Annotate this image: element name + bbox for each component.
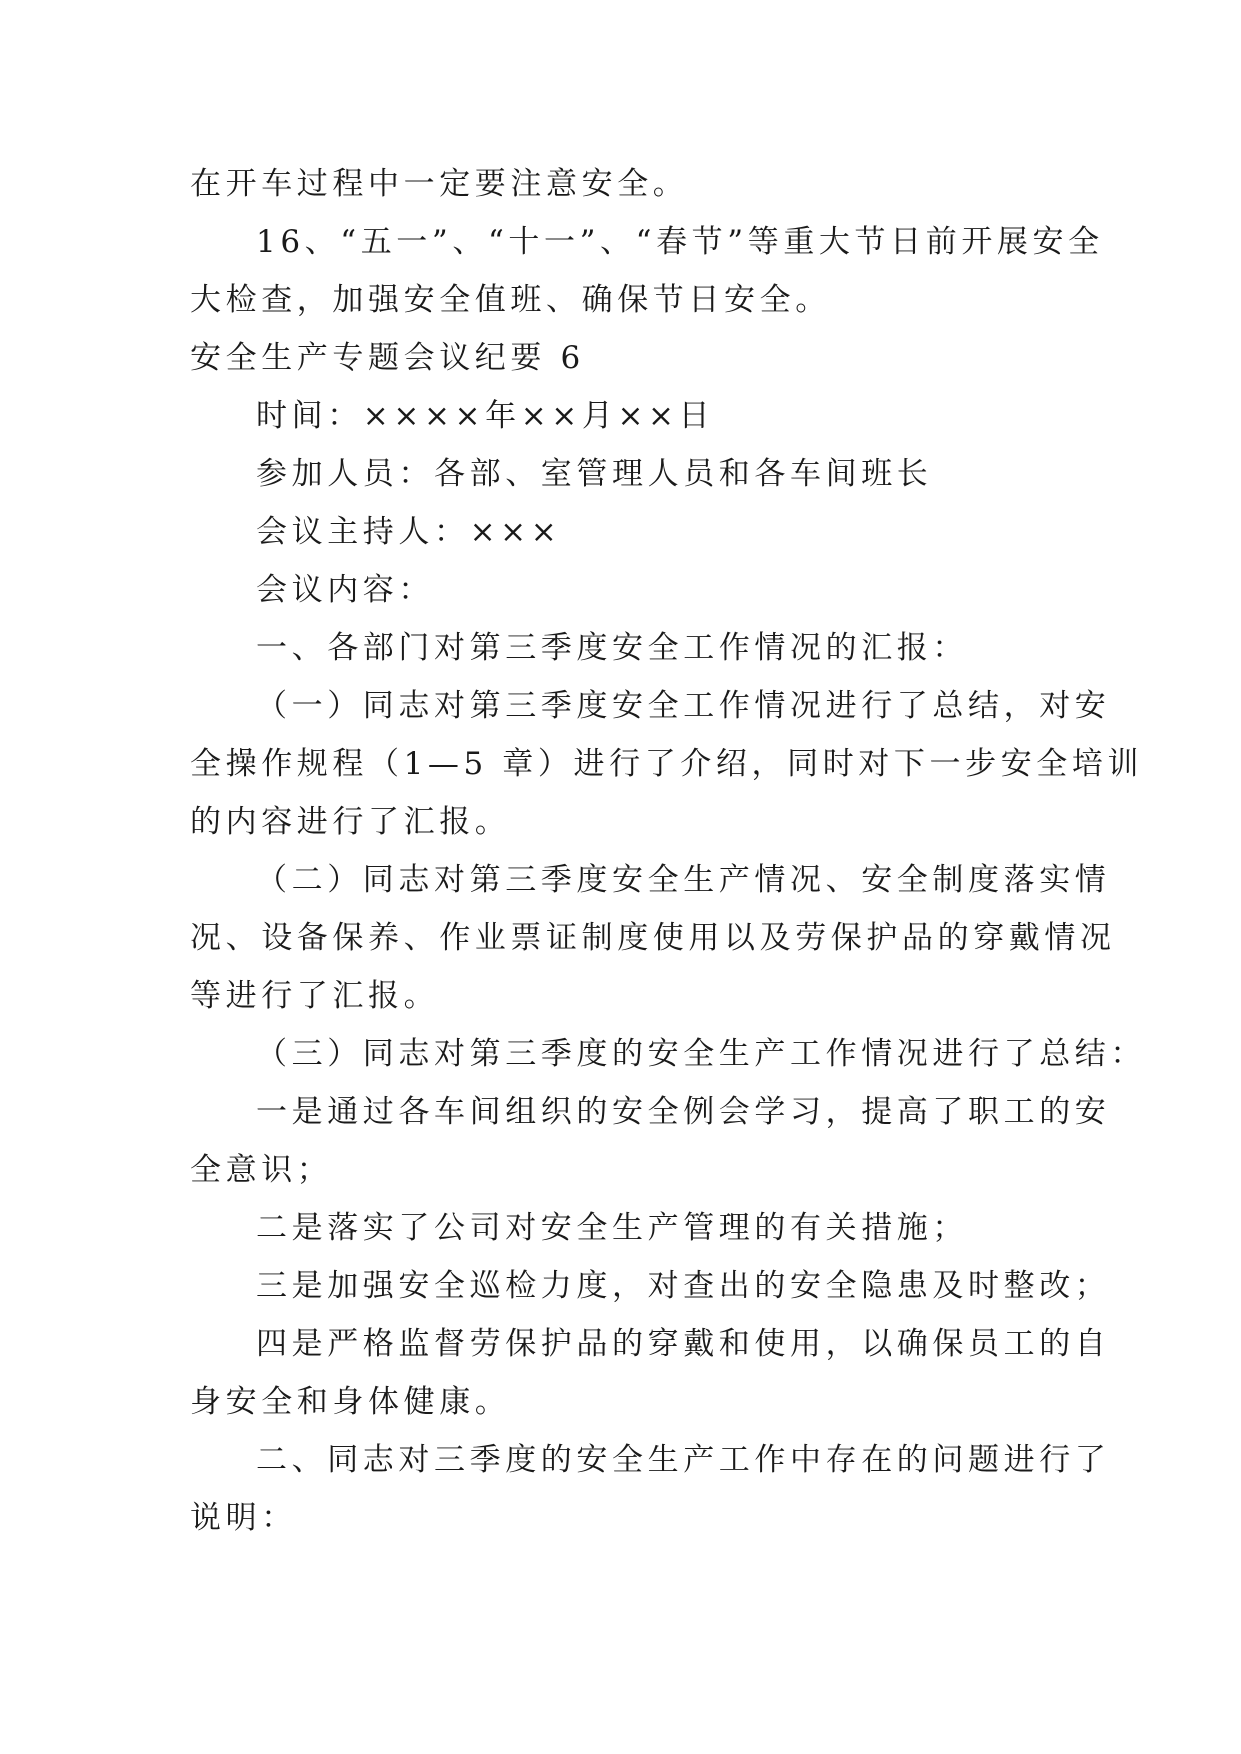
- meeting-participants: 参加人员：各部、室管理人员和各车间班长: [256, 456, 933, 492]
- paragraph-line: 身安全和身体健康。: [190, 1384, 511, 1420]
- paragraph-line: 一、各部门对第三季度安全工作情况的汇报：: [256, 630, 968, 666]
- paragraph-line: 四是严格监督劳保护品的穿戴和使用，以确保员工的自: [256, 1326, 1111, 1362]
- meeting-host: 会议主持人：×××: [256, 514, 562, 550]
- paragraph-line: 二是落实了公司对安全生产管理的有关措施；: [256, 1210, 968, 1246]
- paragraph-line: 在开车过程中一定要注意安全。: [190, 166, 689, 202]
- paragraph-line: 全操作规程（1—5 章）进行了介绍，同时对下一步安全培训: [190, 746, 1144, 782]
- paragraph-line: （三）同志对第三季度的安全生产工作情况进行了总结：: [256, 1036, 1146, 1072]
- paragraph-line: 况、设备保养、作业票证制度使用以及劳保护品的穿戴情况: [190, 920, 1116, 956]
- section-heading: 安全生产专题会议纪要 6: [190, 340, 585, 376]
- paragraph-line: 全意识；: [190, 1152, 333, 1188]
- paragraph-line: 二、同志对三季度的安全生产工作中存在的问题进行了: [256, 1442, 1111, 1478]
- paragraph-line: 一是通过各车间组织的安全例会学习，提高了职工的安: [256, 1094, 1111, 1130]
- paragraph-line: 说明：: [190, 1500, 297, 1536]
- meeting-content-label: 会议内容：: [256, 572, 434, 608]
- paragraph-line: （二）同志对第三季度安全生产情况、安全制度落实情: [256, 862, 1111, 898]
- meeting-time: 时间：××××年××月××日: [256, 398, 715, 434]
- paragraph-line: 三是加强安全巡检力度，对查出的安全隐患及时整改；: [256, 1268, 1111, 1304]
- paragraph-line: 大检查，加强安全值班、确保节日安全。: [190, 282, 831, 318]
- paragraph-line: 16、“五一”、“十一”、“春节”等重大节日前开展安全: [256, 224, 1104, 260]
- paragraph-line: 等进行了汇报。: [190, 978, 440, 1014]
- paragraph-line: （一）同志对第三季度安全工作情况进行了总结，对安: [256, 688, 1111, 724]
- paragraph-line: 的内容进行了汇报。: [190, 804, 511, 840]
